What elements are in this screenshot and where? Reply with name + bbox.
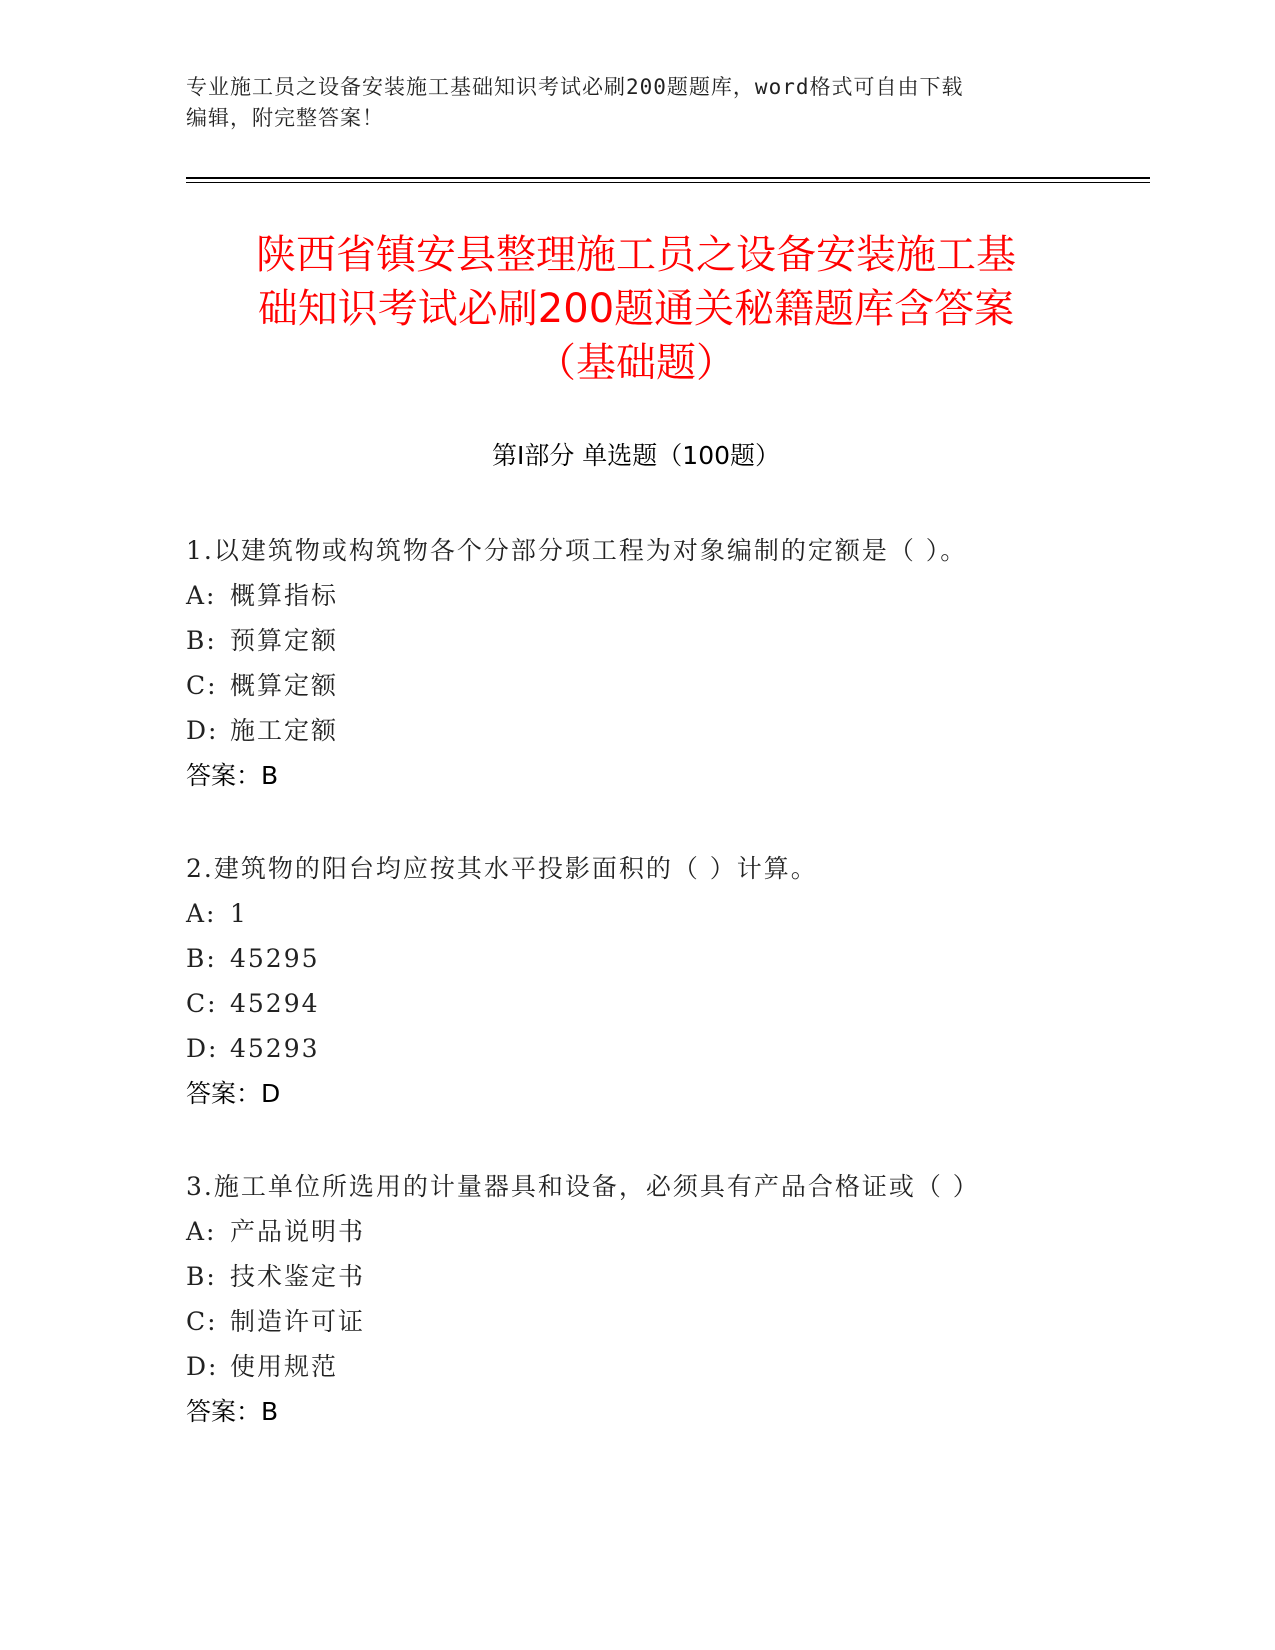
question-option-a	[186, 1209, 1146, 1254]
option-text: 制造许可证	[230, 1307, 366, 1336]
header-note-line-1: 专业施工员之设备安装施工基础知识考试必刷200题题库，word格式可自由下载	[186, 75, 964, 99]
option-text: 45293	[230, 1034, 320, 1063]
question-option-d	[186, 1344, 1146, 1389]
option-label: D:	[186, 716, 219, 745]
option-label: A:	[186, 899, 217, 928]
option-label: A:	[186, 1217, 217, 1246]
question-option-b	[186, 618, 1146, 663]
answer-value: D	[261, 1079, 281, 1108]
question-item	[186, 1164, 1146, 1434]
option-label: C:	[186, 989, 218, 1018]
option-text: 技术鉴定书	[230, 1262, 366, 1291]
question-option-b	[186, 1254, 1146, 1299]
option-label: D:	[186, 1034, 219, 1063]
document-title-line-1: 陕西省镇安县整理施工员之设备安装施工基	[256, 232, 1016, 278]
question-option-c	[186, 663, 1146, 708]
option-text: 产品说明书	[230, 1217, 366, 1246]
option-text: 1	[230, 899, 248, 928]
option-text: 概算定额	[230, 671, 339, 700]
option-text: 预算定额	[230, 626, 339, 655]
option-text: 施工定额	[230, 716, 339, 745]
question-stem: 3.施工单位所选用的计量器具和设备，必须具有产品合格证或（ ）	[186, 1172, 980, 1201]
question-option-c	[186, 981, 1146, 1026]
option-text: 45295	[230, 944, 320, 973]
section-heading: 第Ⅰ部分 单选题（100题）	[491, 441, 781, 470]
document-title-line-3: （基础题）	[536, 340, 736, 386]
answer-prefix: 答案：	[186, 761, 262, 790]
option-label: B:	[186, 944, 217, 973]
option-label: D:	[186, 1352, 219, 1381]
question-list	[186, 528, 1146, 1482]
question-stem: 1.以建筑物或构筑物各个分部分项工程为对象编制的定额是（ ）。	[186, 536, 968, 565]
header-divider-thick	[186, 177, 1150, 179]
option-text: 45294	[230, 989, 320, 1018]
header-divider-thin	[186, 182, 1150, 183]
question-stem: 2.建筑物的阳台均应按其水平投影面积的（ ）计算。	[186, 854, 818, 883]
answer-value: B	[261, 1397, 279, 1426]
question-option-a	[186, 573, 1146, 618]
header-note-line-2: 编辑，附完整答案！	[186, 106, 384, 130]
answer-value: B	[261, 761, 279, 790]
option-label: B:	[186, 626, 217, 655]
question-option-a	[186, 891, 1146, 936]
question-option-c	[186, 1299, 1146, 1344]
option-text: 使用规范	[230, 1352, 339, 1381]
question-answer	[186, 1389, 1146, 1434]
question-answer	[186, 753, 1146, 798]
option-label: C:	[186, 1307, 218, 1336]
option-label: C:	[186, 671, 218, 700]
question-item	[186, 528, 1146, 798]
document-title	[186, 228, 1086, 390]
question-item	[186, 846, 1146, 1116]
document-title-line-2: 础知识考试必刷200题通关秘籍题库含答案	[257, 286, 1015, 332]
question-option-d	[186, 1026, 1146, 1071]
answer-prefix: 答案：	[186, 1079, 262, 1108]
option-label: B:	[186, 1262, 217, 1291]
option-label: A:	[186, 581, 217, 610]
header-note	[186, 72, 1086, 134]
question-option-d	[186, 708, 1146, 753]
option-text: 概算指标	[230, 581, 339, 610]
question-answer	[186, 1071, 1146, 1116]
answer-prefix: 答案：	[186, 1397, 262, 1426]
question-option-b	[186, 936, 1146, 981]
